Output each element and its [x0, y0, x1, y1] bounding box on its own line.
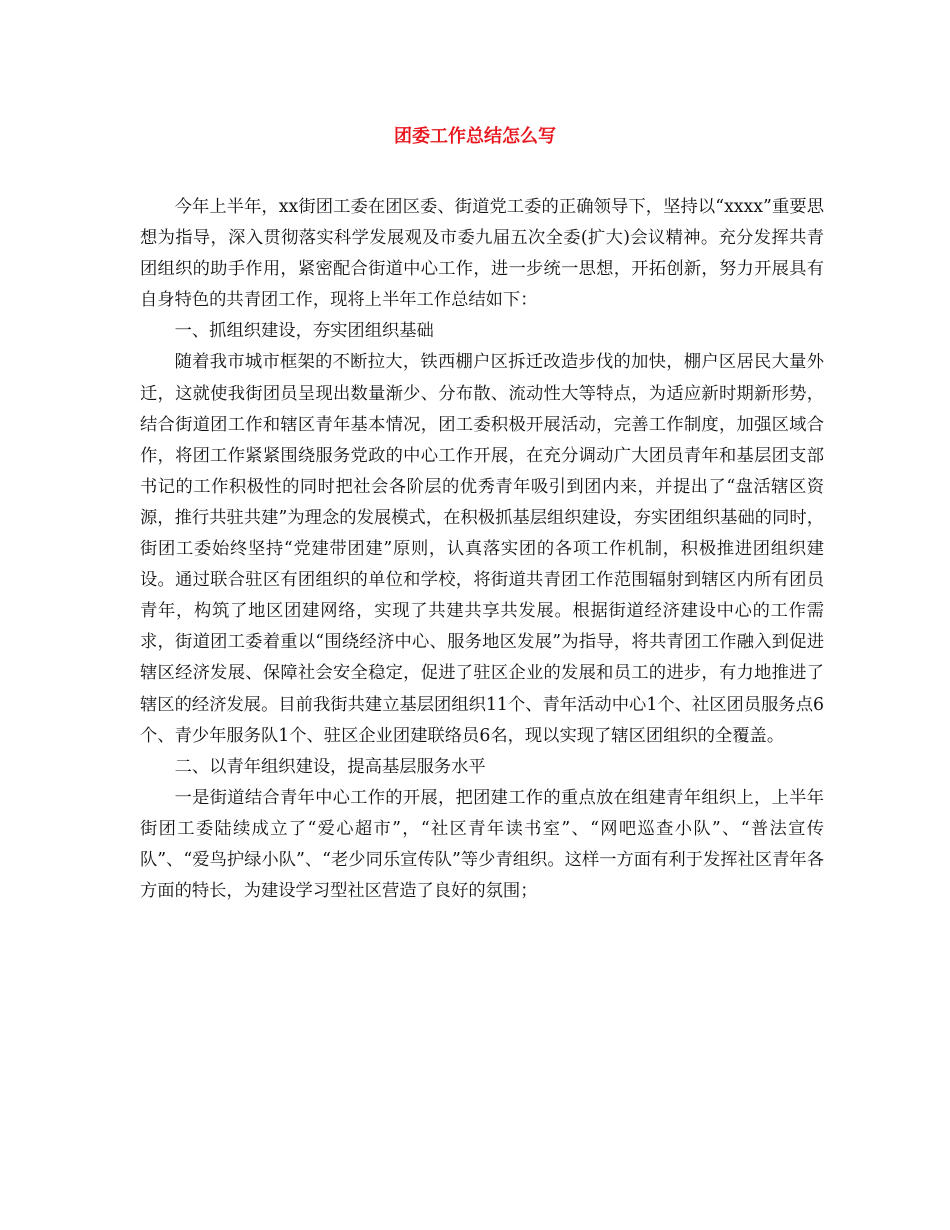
paragraph-section-2: 一是街道结合青年中心工作的开展，把团建工作的重点放在组建青年组织上，上半年街团工委陆续成立了“爱心超市”，“社区青年读书室”、“网吧巡查小队”、“普法宣传队”、“爱鸟护绿小队”、“老少同乐宣传队”等少青组织。这样一方面有利于发挥社区青年各方面的特长，为建设学习型社区营造了良好的氛围；	[140, 787, 824, 902]
section-heading-1: 一、抓组织建设，夯实团组织基础	[174, 321, 434, 342]
section-heading-2: 二、以青年组织建设，提高基层服务水平	[174, 756, 486, 777]
paragraph-section-1: 随着我市城市框架的不断拉大，铁西棚户区拆迁改造步伐的加快，棚户区居民大量外迁，这就使我街团员呈现出数量渐少、分布散、流动性大等特点，为适应新时期新形势，结合街道团工作和辖区青年基本情况，团工委积极开展活动，完善工作制度，加强区域合作，将团工作紧紧围绕服务党政的中心工作开展，在充分调动广大团员青年和基层团支部书记的工作积极性的同时把社会各阶层的优秀青年吸引到团内来，并提出了“盘活辖区资源，推行共驻共建”为理念的发展模式，在积极抓基层组织建设，夯实团组织基础的同时，街团工委始终坚持“党建带团建”原则，认真落实团的各项工作机制，积极推进团组织建设。通过联合驻区有团组织的单位和学校，将街道共青团工作范围辐射到辖区内所有团员青年，构筑了地区团建网络，实现了共建共享共发展。根据街道经济建设中心的工作需求，街道团工委着重以“围绕经济中心、服务地区发展”为指导，将共青团工作融入到促进辖区经济发展、保障社会安全稳定，促进了驻区企业的发展和员工的进步，有力地推进了辖区的经济发展。目前我街共建立基层团组织11个、青年活动中心1个、社区团员服务点6个、青少年服务队1个、驻区企业团建联络员6名，现以实现了辖区团组织的全覆盖。	[140, 352, 824, 746]
document-title: 团委工作总结怎么写	[394, 126, 556, 147]
document-body	[140, 192, 824, 907]
paragraph-intro: 今年上半年，xx街团工委在团区委、街道党工委的正确领导下，坚持以“xxxx”重要思想为指导，深入贯彻落实科学发展观及市委九届五次全委(扩大)会议精神。充分发挥共青团组织的助手作用，紧密配合街道中心工作，进一步统一思想，开拓创新，努力开展具有自身特色的共青团工作，现将上半年工作总结如下：	[140, 197, 824, 311]
